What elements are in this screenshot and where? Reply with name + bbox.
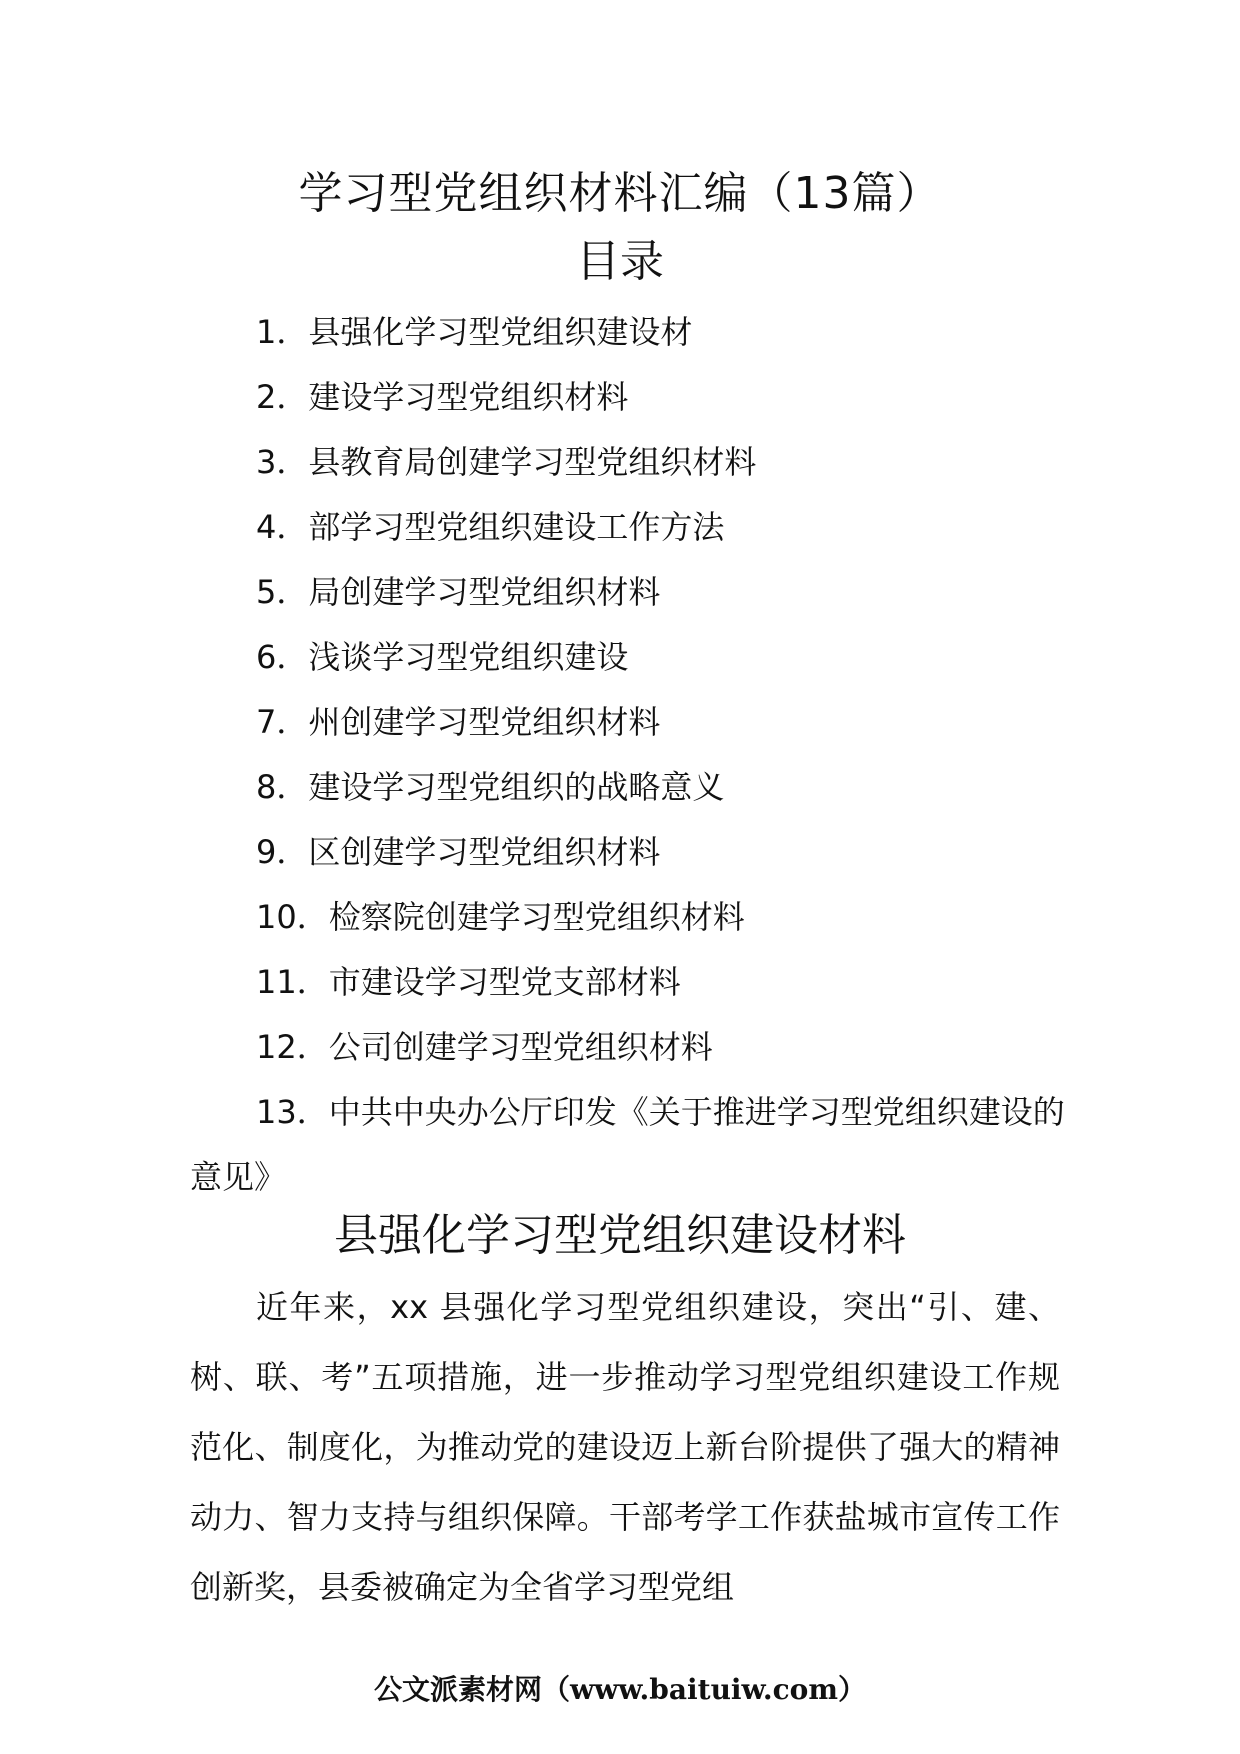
toc-item-text: 公司创建学习型党组织材料 [328,1028,713,1066]
toc-item [190,885,1070,950]
toc-item-number: 9 [256,833,277,871]
toc-separator: ． [296,963,329,1001]
toc-separator: ． [296,1028,329,1066]
toc-item [190,300,1070,365]
toc-item [190,820,1070,885]
toc-item-text: 局创建学习型党组织材料 [308,573,661,611]
toc-item-number: 10 [256,898,297,936]
toc-item [190,755,1070,820]
toc-item-number: 8 [256,768,277,806]
toc-separator: ． [276,313,309,351]
toc-item-number: 4 [256,508,277,546]
toc-item-number: 11 [256,963,297,1001]
toc-item-number: 12 [256,1028,297,1066]
toc-item [190,1080,1070,1210]
table-of-contents [190,300,1070,1210]
toc-separator: ． [276,833,309,871]
toc-item [190,690,1070,755]
toc-item [190,560,1070,625]
toc-item-number: 5 [256,573,277,611]
toc-separator: ． [276,508,309,546]
toc-item-text: 县强化学习型党组织建设材 [308,313,693,351]
toc-item-number: 13 [256,1093,297,1131]
toc-item-number: 3 [256,443,277,481]
toc-item-text: 县教育局创建学习型党组织材料 [308,443,757,481]
toc-separator: ． [276,768,309,806]
toc-item-text: 州创建学习型党组织材料 [308,703,661,741]
toc-separator: ． [276,703,309,741]
section-title: 县强化学习型党组织建设材料 [334,1210,906,1261]
toc-heading: 目录 [576,236,664,287]
toc-item-text: 区创建学习型党组织材料 [308,833,661,871]
toc-item-text: 建设学习型党组织的战略意义 [308,768,725,806]
toc-item-number: 2 [256,378,277,416]
toc-item-text: 浅谈学习型党组织建设 [308,638,629,676]
toc-item-text: 市建设学习型党支部材料 [328,963,681,1001]
document-title: 学习型党组织材料汇编（13篇） [298,168,942,219]
toc-item [190,625,1070,690]
toc-item [190,950,1070,1015]
toc-item [190,430,1070,495]
toc-separator: ． [296,1093,329,1131]
body-paragraph: 近年来，xx 县强化学习型党组织建设，突出“引、建、树、联、考”五项措施，进一步推动学习型党组织建设工作规范化、制度化，为推动党的建设迈上新台阶提供了强大的精神动力、智力支持与组织保障。干部考学工作获盐城市宣传工作创新奖，县委被确定为全省学习型党组 [190,1288,1060,1606]
toc-item [190,365,1070,430]
toc-item-text: 中共中央办公厅印发《关于推进学习型党组织建设的意见》 [190,1093,1065,1196]
toc-separator: ． [276,443,309,481]
toc-item [190,495,1070,560]
toc-item-text: 检察院创建学习型党组织材料 [328,898,745,936]
toc-separator: ． [276,378,309,416]
toc-item-text: 部学习型党组织建设工作方法 [308,508,725,546]
toc-separator: ． [276,573,309,611]
toc-separator: ． [276,638,309,676]
footer-watermark: 公文派素材网（www.baituiw.com） [374,1673,866,1706]
toc-item-text: 建设学习型党组织材料 [308,378,629,416]
toc-item-number: 1 [256,313,277,351]
toc-item [190,1015,1070,1080]
toc-separator: ． [296,898,329,936]
toc-item-number: 6 [256,638,277,676]
toc-item-number: 7 [256,703,277,741]
